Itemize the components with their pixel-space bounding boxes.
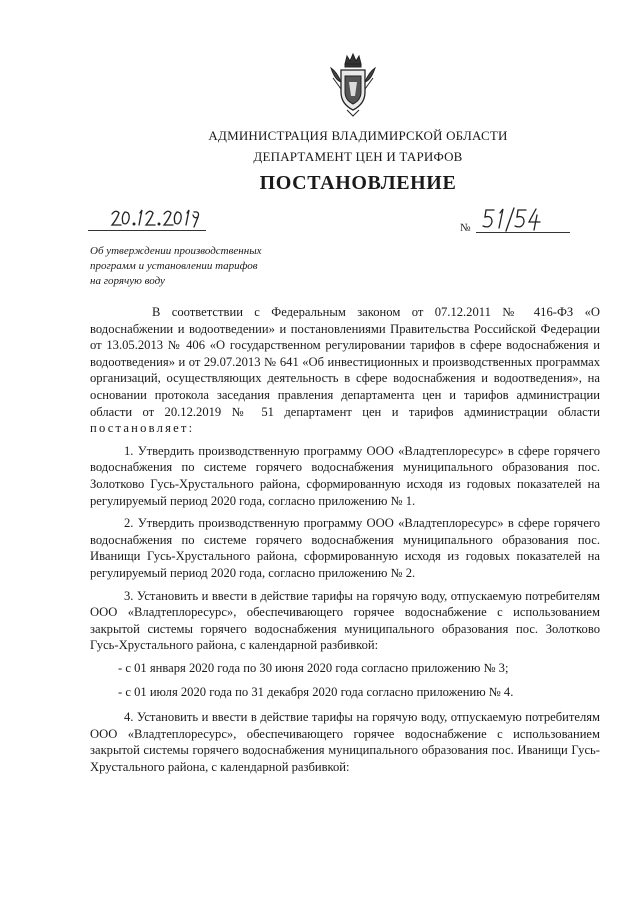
subject-line: на горячую воду [90, 275, 165, 287]
document-title: ПОСТАНОВЛЕНИЕ [259, 172, 457, 194]
document-body [90, 304, 600, 781]
organization-name: АДМИНИСТРАЦИЯ ВЛАДИМИРСКОЙ ОБЛАСТИ [208, 128, 508, 143]
preamble-paragraph [90, 304, 600, 437]
item-3-paragraph: 3. Установить и ввести в действие тарифы на горячую воду, отпускаемую потребителям ООО «Владтеплоресурс», обеспечивающего горячее водоснабжение с использованием закрытой системы горячего водоснабжения муниципального образования пос. Золотково Гусь-Хрустального района, с календарной разбивкой: [90, 588, 600, 653]
item-3-period-2: - с 01 июля 2020 года по 31 декабря 2020 года согласно приложению № 4. [118, 685, 514, 700]
department-name: ДЕПАРТАМЕНТ ЦЕН И ТАРИФОВ [253, 149, 463, 164]
item-2-paragraph: 2. Утвердить производственную программу ООО «Владтеплоресурс» в сфере горячего водоснабжения по системе горячего водоснабжения муниципального образования пос. Иванищи Гусь-Хрустального района, сформированную исходя из годовых показателей на регулируемый период 2020 года, согласно приложению № 2. [90, 516, 600, 580]
coat-of-arms-icon [327, 52, 379, 118]
date-underline [88, 230, 206, 231]
handwritten-number [480, 206, 550, 232]
number-sign: № [460, 222, 471, 234]
document-subject [90, 244, 300, 289]
subject-line: программ и установлении тарифов [90, 260, 258, 272]
preamble-text: В соответствии с Федеральным законом от 07.12.2011 № 416-ФЗ «О водоснабжении и водоотведении» и постановлениями Правительства Российской Федерации от 13.05.2013 № 406 «О государственном регулировании тарифов в сфере водоснабжения и водоотведения» и от 29.07.2013 № 641 «Об инвестиционных и производственных программах организаций, осуществляющих деятельность в сфере водоснабжения и водоотведения», на основании протокола заседания правления департамента цен и тарифов администрации области от 20.12.2019 № 51 департамент цен и тарифов администрации области [90, 305, 600, 419]
number-underline [476, 232, 570, 233]
decree-keyword: постановляет: [90, 421, 195, 436]
handwritten-date [110, 206, 202, 230]
item-3-period-1: - с 01 января 2020 года по 30 июня 2020 года согласно приложению № 3; [118, 660, 509, 675]
item-4-paragraph: 4. Установить и ввести в действие тарифы на горячую воду, отпускаемую потребителям ООО «Владтеплоресурс», обеспечивающего горячее водоснабжение с использованием закрытой системы горячего водоснабжения муниципального образования пос. Иванищи Гусь-Хрустального района, с календарной разбивкой: [90, 710, 600, 774]
subject-line: Об утверждении производственных [90, 245, 262, 257]
item-1-paragraph: 1. Утвердить производственную программу ООО «Владтеплоресурс» в сфере горячего водоснабжения по системе горячего водоснабжения муниципального образования пос. Золотково Гусь-Хрустального района, сформированную исходя из годовых показателей на регулируемый период 2020 года, согласно приложению № 1. [90, 443, 600, 508]
